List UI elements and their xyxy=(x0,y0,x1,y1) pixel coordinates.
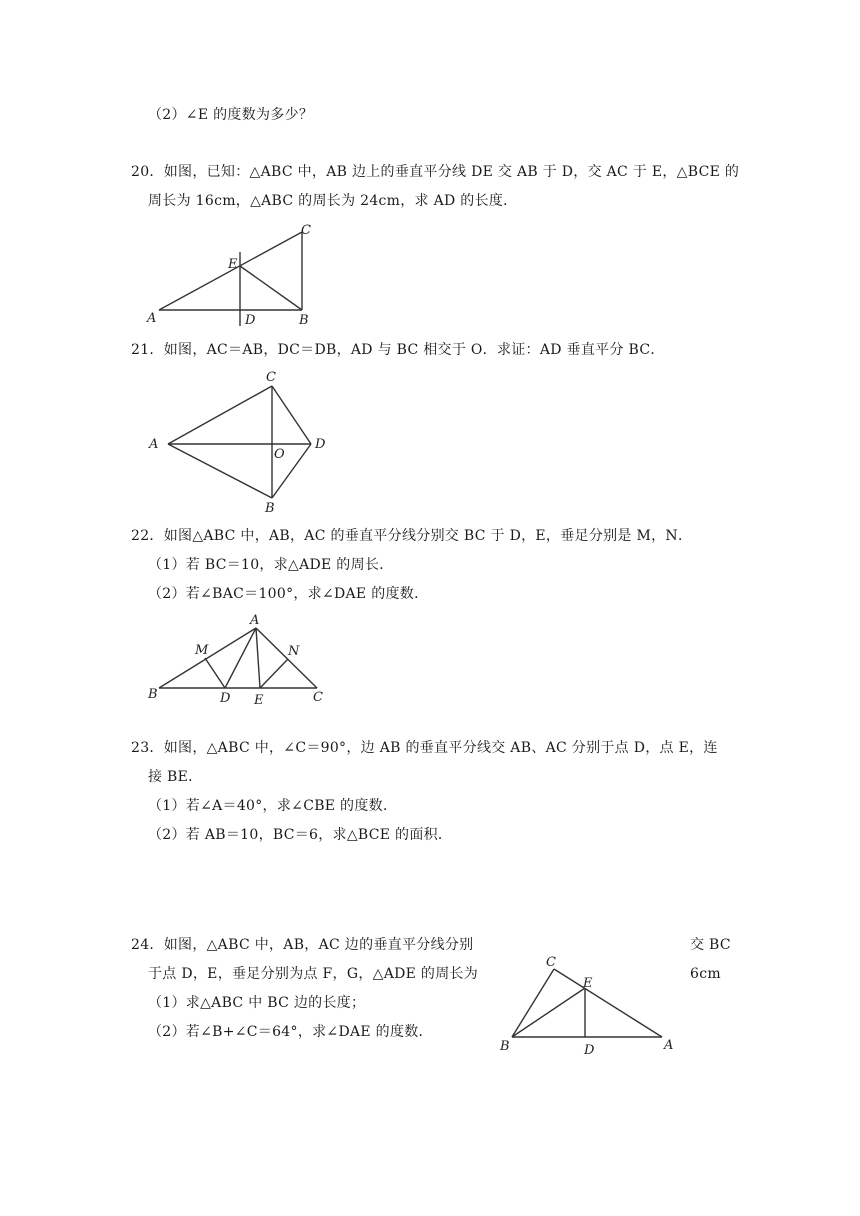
q20-label-d: D xyxy=(245,313,256,328)
q21-label-a: A xyxy=(149,437,159,452)
q21-label-d: D xyxy=(315,437,326,452)
q21-segment-ac xyxy=(168,386,272,444)
q24-line1b: 交 BC xyxy=(690,937,731,953)
q20-label-a: A xyxy=(147,311,157,326)
q22-line1: 22．如图△ABC 中，AB，AC 的垂直平分线分别交 BC 于 D，E，垂足分别是 M，N． xyxy=(131,528,693,544)
q21-label-c: C xyxy=(266,370,276,385)
q22-segment-ac xyxy=(256,628,317,688)
q23-sub2: （2）若 AB＝10，BC＝6，求△BCE 的面积． xyxy=(148,827,453,843)
q22-sub1: （1）若 BC＝10，求△ADE 的周长． xyxy=(148,557,394,573)
q24-label-a: A xyxy=(664,1038,674,1053)
q22-figure xyxy=(145,612,335,706)
q22-label-a: A xyxy=(250,613,260,628)
q22-label-d: D xyxy=(220,691,231,706)
q21-segment-cd xyxy=(272,386,311,444)
q22-bisector-md xyxy=(205,658,225,688)
q20-figure xyxy=(145,218,325,330)
q22-sub2: （2）若∠BAC＝100°，求∠DAE 的度数． xyxy=(148,586,429,602)
q24-sub1: （1）求△ABC 中 BC 边的长度； xyxy=(148,995,366,1011)
q24-segment-ca xyxy=(554,969,662,1037)
q22-segment-ae xyxy=(256,628,260,688)
q24-label-e: E xyxy=(583,976,593,991)
q23-sub1: （1）若∠A＝40°，求∠CBE 的度数． xyxy=(148,798,398,814)
q21-segment-ab xyxy=(168,444,272,498)
q24-line1a: 24．如图，△ABC 中，AB，AC 边的垂直平分线分别 xyxy=(131,937,474,953)
q24-label-d: D xyxy=(584,1043,595,1058)
q24-figure xyxy=(495,952,685,1062)
q23-line2: 接 BE． xyxy=(148,769,203,785)
q20-segment-eb xyxy=(240,266,302,310)
q22-label-n: N xyxy=(288,644,300,659)
q24-label-b: B xyxy=(500,1039,510,1054)
q22-label-c: C xyxy=(313,690,323,705)
q20-label-b: B xyxy=(299,313,309,328)
q24-line2b: 6cm xyxy=(690,966,721,982)
q20-label-c: C xyxy=(301,223,311,238)
q23-line1: 23．如图，△ABC 中，∠C＝90°，边 AB 的垂直平分线交 AB、AC 分别于点 D，点 E，连 xyxy=(131,740,718,756)
q24-label-c: C xyxy=(546,955,556,970)
q20-line1: 20．如图，已知：△ABC 中，AB 边上的垂直平分线 DE 交 AB 于 D，交 AC 于 E，△BCE 的 xyxy=(131,164,740,180)
q24-segment-bc xyxy=(512,969,554,1037)
q21-label-b: B xyxy=(265,501,275,516)
q22-label-m: M xyxy=(195,643,209,658)
q19-sub2: （2）∠E 的度数为多少？ xyxy=(148,107,314,123)
q21-label-o: O xyxy=(274,447,285,462)
q20-label-e: E xyxy=(228,257,238,272)
q24-line2a: 于点 D，E，垂足分别为点 F，G，△ADE 的周长为 xyxy=(148,966,479,982)
q21-figure xyxy=(145,366,345,516)
q22-bisector-ne xyxy=(260,659,288,688)
q22-segment-ab xyxy=(159,628,256,688)
q24-segment-be xyxy=(512,988,585,1037)
q21-line1: 21．如图，AC＝AB，DC＝DB，AD 与 BC 相交于 O．求证：AD 垂直平分 BC． xyxy=(131,342,665,358)
q22-label-b: B xyxy=(148,687,158,702)
q20-line2: 周长为 16cm，△ABC 的周长为 24cm，求 AD 的长度． xyxy=(148,193,518,209)
q22-label-e: E xyxy=(254,693,264,706)
q24-sub2: （2）若∠B+∠C＝64°，求∠DAE 的度数． xyxy=(148,1024,433,1040)
